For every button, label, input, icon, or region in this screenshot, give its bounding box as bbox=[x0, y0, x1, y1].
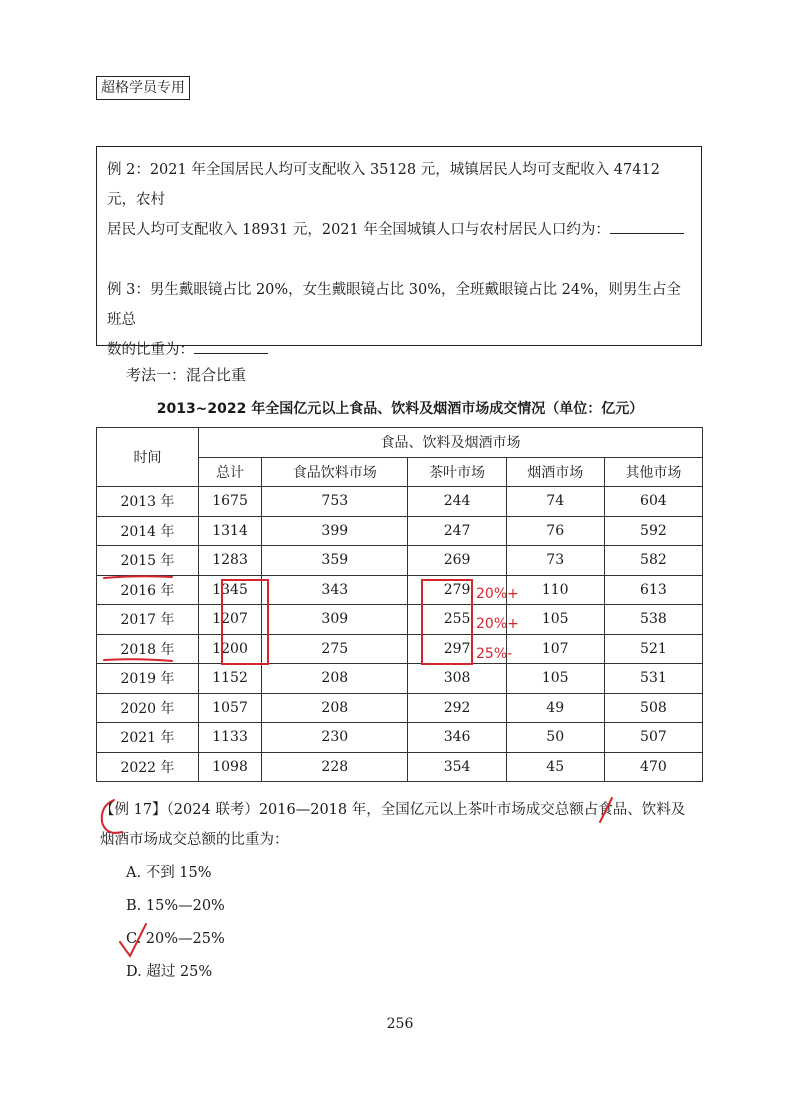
cell: 2020 年 bbox=[97, 693, 199, 723]
cell: 2022 年 bbox=[97, 752, 199, 782]
cell: 49 bbox=[506, 693, 604, 723]
market-table bbox=[96, 427, 703, 782]
table-row bbox=[97, 546, 703, 576]
cell: 297 bbox=[408, 634, 506, 664]
cell: 275 bbox=[262, 634, 408, 664]
table-row bbox=[97, 634, 703, 664]
header-tag: 超格学员专用 bbox=[96, 76, 190, 100]
cell: 521 bbox=[604, 634, 702, 664]
cell: 1133 bbox=[199, 723, 262, 753]
cell: 346 bbox=[408, 723, 506, 753]
cell: 359 bbox=[262, 546, 408, 576]
cell: 2013 年 bbox=[97, 487, 199, 517]
cell: 399 bbox=[262, 516, 408, 546]
cell: 354 bbox=[408, 752, 506, 782]
cell: 110 bbox=[506, 575, 604, 605]
cell: 592 bbox=[604, 516, 702, 546]
option-b: B. 15%—20% bbox=[126, 898, 225, 914]
answer-options bbox=[126, 860, 225, 992]
cell: 1675 bbox=[199, 487, 262, 517]
cell: 582 bbox=[604, 546, 702, 576]
example-3-line-1: 例 3：男生戴眼镜占比 20%，女生戴眼镜占比 30%，全班戴眼镜占比 24%，则男生占全班总 bbox=[107, 282, 681, 328]
cell: 507 bbox=[604, 723, 702, 753]
cell: 2016 年 bbox=[97, 575, 199, 605]
cell: 531 bbox=[604, 664, 702, 694]
note-2016: 20%+ bbox=[476, 586, 519, 602]
cell: 1314 bbox=[199, 516, 262, 546]
table-title: 2013~2022 年全国亿元以上食品、饮料及烟酒市场成交情况（单位：亿元） bbox=[156, 401, 644, 417]
cell: 1283 bbox=[199, 546, 262, 576]
table-row bbox=[97, 605, 703, 635]
cell: 1207 bbox=[199, 605, 262, 635]
cell: 105 bbox=[506, 605, 604, 635]
cell: 269 bbox=[408, 546, 506, 576]
table-row bbox=[97, 575, 703, 605]
cell: 105 bbox=[506, 664, 604, 694]
cell: 73 bbox=[506, 546, 604, 576]
cell: 230 bbox=[262, 723, 408, 753]
cell: 2015 年 bbox=[97, 546, 199, 576]
group-header: 食品、饮料及烟酒市场 bbox=[199, 428, 703, 458]
cell: 2021 年 bbox=[97, 723, 199, 753]
note-2017: 20%+ bbox=[476, 616, 519, 632]
example-2-line-2: 居民人均可支配收入 18931 元，2021 年全国城镇人口与农村居民人口约为： bbox=[107, 215, 691, 245]
cell: 538 bbox=[604, 605, 702, 635]
cell: 244 bbox=[408, 487, 506, 517]
cell: 1057 bbox=[199, 693, 262, 723]
cell: 470 bbox=[604, 752, 702, 782]
question-17 bbox=[100, 795, 710, 855]
column-header: 食品饮料市场 bbox=[262, 457, 408, 487]
cell: 604 bbox=[604, 487, 702, 517]
table-row bbox=[97, 664, 703, 694]
table-row bbox=[97, 723, 703, 753]
question-line-2: 烟酒市场成交总额的比重为： bbox=[100, 832, 289, 848]
answer-blank bbox=[610, 219, 684, 234]
column-header: 烟酒市场 bbox=[506, 457, 604, 487]
cell: 2018 年 bbox=[97, 634, 199, 664]
cell: 74 bbox=[506, 487, 604, 517]
cell: 279 bbox=[408, 575, 506, 605]
table-row bbox=[97, 752, 703, 782]
cell: 2019 年 bbox=[97, 664, 199, 694]
option-a: A. 不到 15% bbox=[126, 865, 212, 881]
cell: 508 bbox=[604, 693, 702, 723]
column-header: 茶叶市场 bbox=[408, 457, 506, 487]
table-row bbox=[97, 516, 703, 546]
cell: 2014 年 bbox=[97, 516, 199, 546]
option-c: C. 20%—25% bbox=[126, 931, 225, 947]
cell: 308 bbox=[408, 664, 506, 694]
example-2-line-1: 例 2：2021 年全国居民人均可支配收入 35128 元，城镇居民人均可支配收入 47412 元，农村 bbox=[107, 162, 660, 208]
cell: 1152 bbox=[199, 664, 262, 694]
cell: 753 bbox=[262, 487, 408, 517]
time-header: 时间 bbox=[97, 428, 199, 487]
cell: 247 bbox=[408, 516, 506, 546]
question-line-1: 【例 17】（2024 联考）2016—2018 年，全国亿元以上茶叶市场成交总额占食品、饮料及 bbox=[100, 802, 686, 818]
cell: 343 bbox=[262, 575, 408, 605]
cell: 50 bbox=[506, 723, 604, 753]
cell: 76 bbox=[506, 516, 604, 546]
cell: 1098 bbox=[199, 752, 262, 782]
cell: 1200 bbox=[199, 634, 262, 664]
cell: 2017 年 bbox=[97, 605, 199, 635]
cell: 107 bbox=[506, 634, 604, 664]
cell: 255 bbox=[408, 605, 506, 635]
column-header: 总计 bbox=[199, 457, 262, 487]
cell: 45 bbox=[506, 752, 604, 782]
table-row bbox=[97, 693, 703, 723]
cell: 613 bbox=[604, 575, 702, 605]
answer-blank bbox=[194, 339, 268, 354]
answer-mark: C bbox=[104, 822, 105, 823]
cell: 208 bbox=[262, 664, 408, 694]
cell: 309 bbox=[262, 605, 408, 635]
page-number: 256 bbox=[386, 1016, 414, 1032]
cell: 1345 bbox=[199, 575, 262, 605]
method-label: 考法一：混合比重 bbox=[126, 366, 247, 384]
option-d: D. 超过 25% bbox=[126, 964, 213, 980]
cell: 228 bbox=[262, 752, 408, 782]
column-header: 其他市场 bbox=[604, 457, 702, 487]
note-2018: 25%- bbox=[476, 646, 513, 662]
table-row bbox=[97, 487, 703, 517]
cell: 208 bbox=[262, 693, 408, 723]
example-box bbox=[96, 146, 702, 358]
example-3-line-2: 数的比重为： bbox=[107, 335, 691, 365]
cell: 292 bbox=[408, 693, 506, 723]
